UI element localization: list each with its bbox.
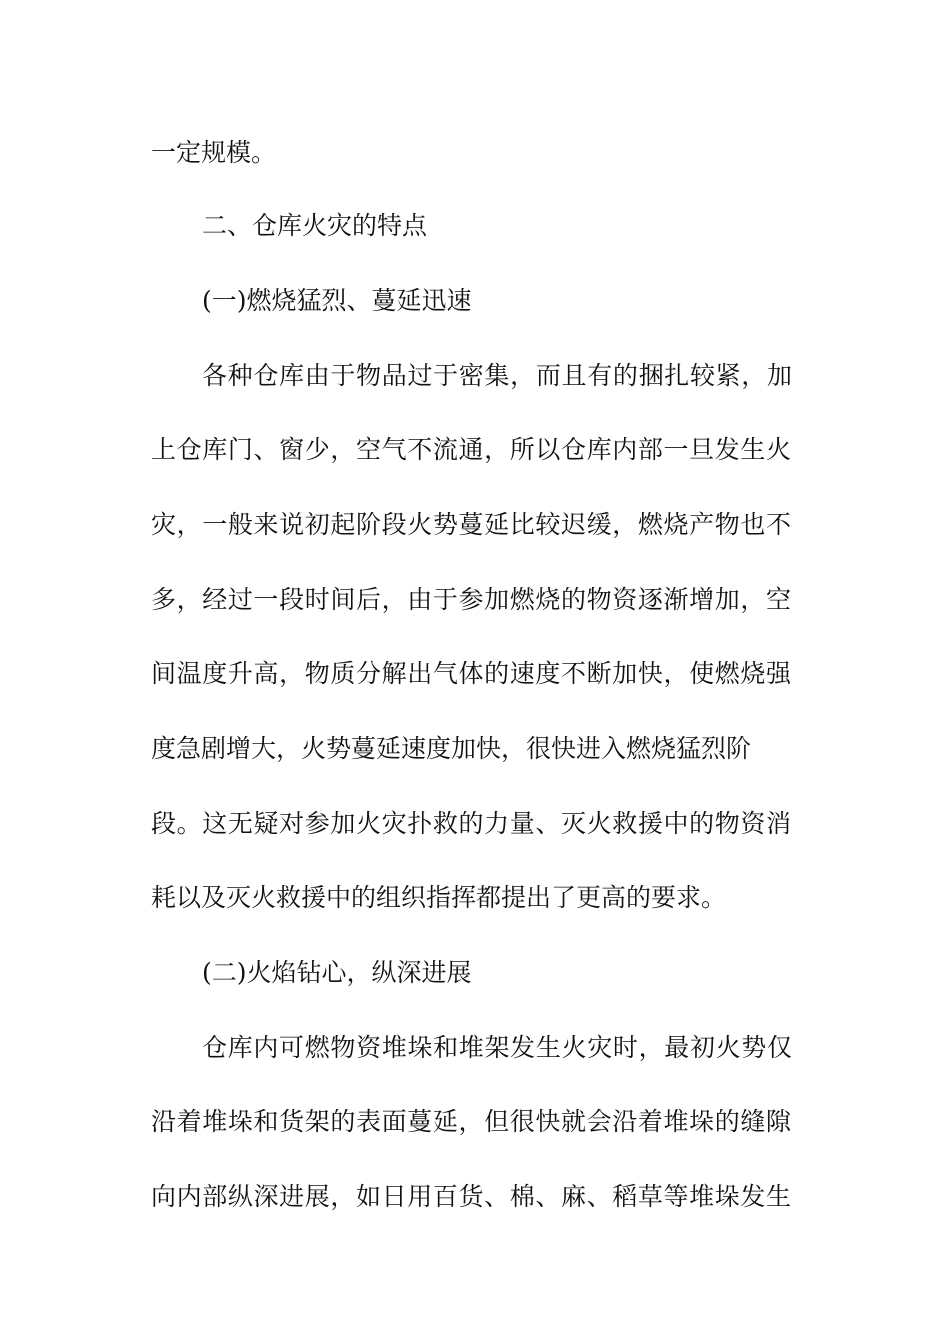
section-heading: 二、仓库火灾的特点 <box>202 211 428 240</box>
paragraph-line: 各种仓库由于物品过于密集，而且有的捆扎较紧，加 <box>202 361 792 390</box>
subsection-heading: (一)燃烧猛烈、蔓延迅速 <box>202 286 472 315</box>
paragraph-line: 沿着堆垛和货架的表面蔓延，但很快就会沿着堆垛的缝隙 <box>151 1107 791 1136</box>
paragraph-line: 仓库内可燃物资堆垛和堆架发生火灾时，最初火势仅 <box>202 1033 792 1062</box>
paragraph-line: 度急剧增大，火势蔓延速度加快，很快进入燃烧猛烈阶 <box>151 734 752 763</box>
paragraph-line: 多，经过一段时间后，由于参加燃烧的物资逐渐增加，空 <box>151 585 791 614</box>
paragraph-line: 段。这无疑对参加火灾扑救的力量、灭火救援中的物资消 <box>151 809 791 838</box>
subsection-heading: (二)火焰钻心，纵深进展 <box>202 958 472 987</box>
paragraph-line: 耗以及灭火救援中的组织指挥都提出了更高的要求。 <box>151 883 727 912</box>
paragraph-line: 向内部纵深进展，如日用百货、棉、麻、稻草等堆垛发生 <box>151 1182 791 1211</box>
paragraph-line: 灾，一般来说初起阶段火势蔓延比较迟缓，燃烧产物也不 <box>151 510 791 539</box>
paragraph-line: 间温度升高，物质分解出气体的速度不断加快，使燃烧强 <box>151 659 791 688</box>
paragraph-line: 上仓库门、窗少，空气不流通，所以仓库内部一旦发生火 <box>151 435 791 464</box>
paragraph-line: 一定规模。 <box>151 138 277 167</box>
